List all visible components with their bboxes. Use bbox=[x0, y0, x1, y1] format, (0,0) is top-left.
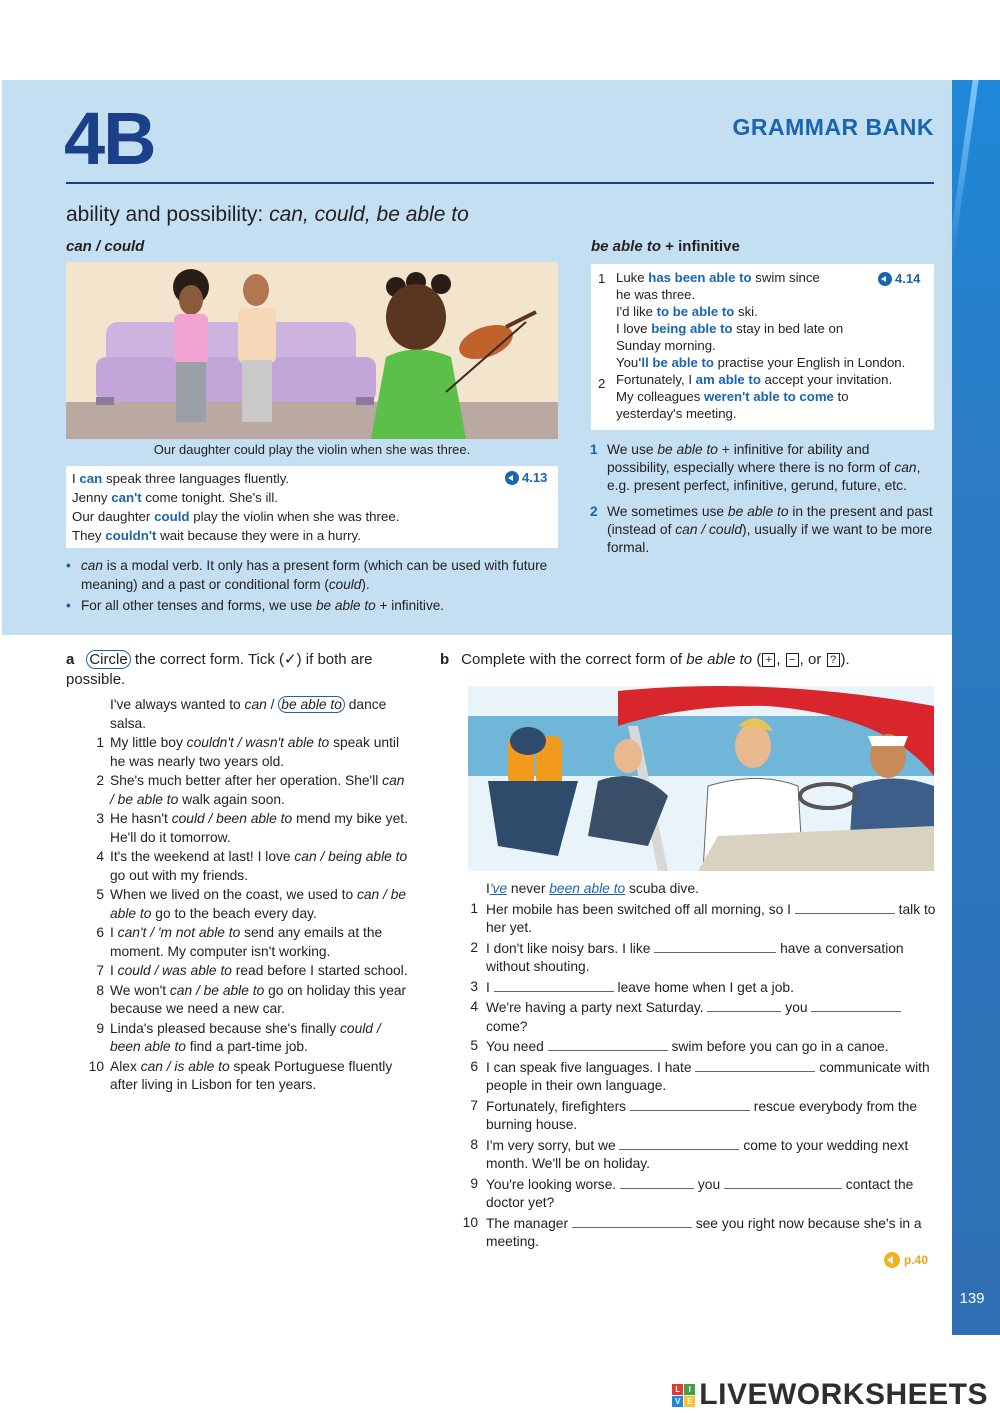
example-line: I love being able to stay in bed late on bbox=[616, 321, 844, 336]
answer-blank[interactable] bbox=[494, 978, 614, 992]
exercise-a-item[interactable]: 5 When we lived on the coast, we used to can / be able to go to the beach every day. bbox=[96, 887, 407, 921]
exercise-b-item: 5 You need swim before you can go in a canoe. bbox=[470, 1038, 889, 1054]
family-violin-illustration bbox=[66, 262, 558, 439]
liveworksheets-logo: L I V E LIVEWORKSHEETS bbox=[672, 1378, 988, 1412]
be-able-to-heading: be able to + infinitive bbox=[591, 238, 740, 255]
minus-box-icon: − bbox=[786, 653, 799, 667]
title-divider bbox=[66, 182, 934, 184]
example-line: Sunday morning. bbox=[616, 338, 716, 353]
answer-blank[interactable] bbox=[620, 1175, 694, 1189]
answer-blank[interactable] bbox=[707, 998, 781, 1012]
page-number: 139 bbox=[959, 1290, 985, 1307]
exercise-a-item[interactable]: 9 Linda's pleased because she's finally could / been able to find a part-time job. bbox=[96, 1020, 381, 1054]
answer-blank[interactable] bbox=[724, 1175, 842, 1189]
side-strip bbox=[952, 80, 1000, 1335]
audio-4-14[interactable]: 4.14 bbox=[878, 271, 920, 286]
boat-divers-illustration bbox=[468, 686, 934, 871]
exercise-b-item: 3 I leave home when I get a job. bbox=[470, 978, 794, 995]
example-line: Luke has been able to swim since bbox=[616, 270, 820, 285]
exercise-b-item: 4 We're having a party next Saturday. you come? bbox=[460, 998, 938, 1036]
example-line: I'd like to be able to ski. bbox=[616, 304, 758, 319]
exercise-b-item: 2 I don't like noisy bars. I like have a conversation without shouting. bbox=[470, 939, 904, 974]
plus-box-icon: + bbox=[762, 653, 775, 667]
exercise-a-item[interactable]: 8 We won't can / be able to go on holiday this year because we need a new car. bbox=[96, 982, 407, 1016]
exercise-b-item: 9 You're looking worse. you contact the doctor yet? bbox=[470, 1175, 914, 1210]
exercise-a-item[interactable]: 10 Alex can / is able to speak Portuguese fluently after living in Lisbon for ten years. bbox=[88, 1058, 393, 1092]
unit-number: 4B bbox=[64, 97, 155, 180]
exercise-a-list bbox=[86, 696, 411, 1096]
example-line: My colleagues weren't able to come to bbox=[616, 389, 849, 404]
page-reference-link[interactable]: p.40 bbox=[884, 1252, 928, 1268]
note-bullet: • can is a modal verb. It only has a present form (which can be used with future meaning) and a past or conditional form (could). bbox=[66, 557, 556, 594]
question-box-icon: ? bbox=[827, 653, 840, 667]
answer-blank[interactable] bbox=[630, 1097, 750, 1111]
exercise-a-item[interactable]: 2 She's much better after her operation. She'll can / be able to walk again soon. bbox=[96, 773, 405, 807]
example-line: You'll be able to practise your English in London. bbox=[616, 355, 906, 370]
exercise-b-example: I've never been able to scuba dive. bbox=[486, 881, 699, 896]
answer-blank[interactable] bbox=[619, 1136, 739, 1150]
example-line: Fortunately, I am able to accept your invitation. bbox=[616, 372, 893, 387]
be-able-to-rules bbox=[590, 441, 935, 565]
answer-blank[interactable] bbox=[654, 939, 776, 953]
example-line: yesterday's meeting. bbox=[616, 406, 737, 421]
note-bullet: • For all other tenses and forms, we use be able to + infinitive. bbox=[66, 597, 556, 616]
exercise-a-item[interactable]: 7 I could / was able to read before I started school. bbox=[96, 963, 408, 978]
audio-icon bbox=[878, 272, 892, 286]
can-could-examples bbox=[66, 466, 558, 548]
be-able-to-examples: 1 Luke has been able to swim since he was three. I'd like to be able to ski. I love being able to stay in bed late on Sunday morning. You'll be able to practise your English in London. 2 Fortunately, I am able to accept your invitation. My colleagues weren't able to come to yesterday's meeting. bbox=[591, 264, 934, 430]
exercise-b-instruction: b Complete with the correct form of be able to ( + , − , or ? ). bbox=[440, 651, 850, 668]
example-line: I can speak three languages fluently. bbox=[72, 471, 290, 486]
brand-logo-icon: L I V E bbox=[672, 1384, 695, 1407]
answer-blank[interactable] bbox=[548, 1037, 668, 1051]
exercise-b-item: 8 I'm very sorry, but we come to your wedding next month. We'll be on holiday. bbox=[470, 1136, 909, 1171]
exercise-b-item: 10 The manager see you right now because she's in a meeting. bbox=[462, 1214, 922, 1249]
back-arrow-icon bbox=[884, 1252, 900, 1268]
exercise-b-item: 6 I can speak five languages. I hate communicate with people in their own language. bbox=[470, 1058, 930, 1093]
example-line: he was three. bbox=[616, 287, 696, 302]
rule-item: 2 We sometimes use be able to in the present and past (instead of can / could), usually if we want to be more formal. bbox=[590, 504, 933, 555]
topic-title: ability and possibility: can, could, be able to bbox=[66, 203, 469, 226]
audio-4-13[interactable]: 4.13 bbox=[505, 470, 547, 485]
example-line: Our daughter could play the violin when she was three. bbox=[72, 509, 400, 524]
answer-blank[interactable] bbox=[695, 1058, 815, 1072]
rule-item: 1 We use be able to + infinitive for ability and possibility, especially where there is no form of can, e.g. present perfect, infinitive, gerund, future, etc. bbox=[590, 442, 921, 493]
example-line: They couldn't wait because they were in a hurry. bbox=[72, 528, 361, 543]
exercise-a-item[interactable]: 4 It's the weekend at last! I love can / being able to go out with my friends. bbox=[96, 849, 408, 883]
exercise-b-list bbox=[460, 880, 938, 1253]
exercise-b-item: 1 Her mobile has been switched off all morning, so I talk to her yet. bbox=[470, 900, 936, 935]
answer-blank[interactable] bbox=[795, 900, 895, 914]
exercise-a-instruction: a Circle the correct form. Tick (✓) if both are possible. bbox=[66, 651, 373, 688]
can-could-heading: can / could bbox=[66, 238, 145, 255]
answer-blank[interactable] bbox=[811, 998, 901, 1012]
exercise-b-item: 7 Fortunately, firefighters rescue everybody from the burning house. bbox=[470, 1097, 918, 1132]
exercise-a-item[interactable]: 3 He hasn't could / been able to mend my bike yet. He'll do it tomorrow. bbox=[96, 811, 408, 845]
exercise-a-item[interactable]: 1 My little boy couldn't / wasn't able to speak until he was nearly two years old. bbox=[96, 735, 400, 769]
example-line: Jenny can't come tonight. She's ill. bbox=[72, 490, 279, 505]
section-title: GRAMMAR BANK bbox=[732, 114, 934, 140]
exercise-a-example: I've always wanted to can / be able to dance salsa. bbox=[110, 697, 387, 731]
exercise-a-item[interactable]: 6 I can't / 'm not able to send any emails at the moment. My computer isn't working. bbox=[96, 925, 383, 959]
audio-icon bbox=[505, 471, 519, 485]
can-could-notes bbox=[66, 557, 556, 619]
answer-blank[interactable] bbox=[572, 1214, 692, 1228]
illustration-caption: Our daughter could play the violin when she was three. bbox=[66, 439, 558, 461]
